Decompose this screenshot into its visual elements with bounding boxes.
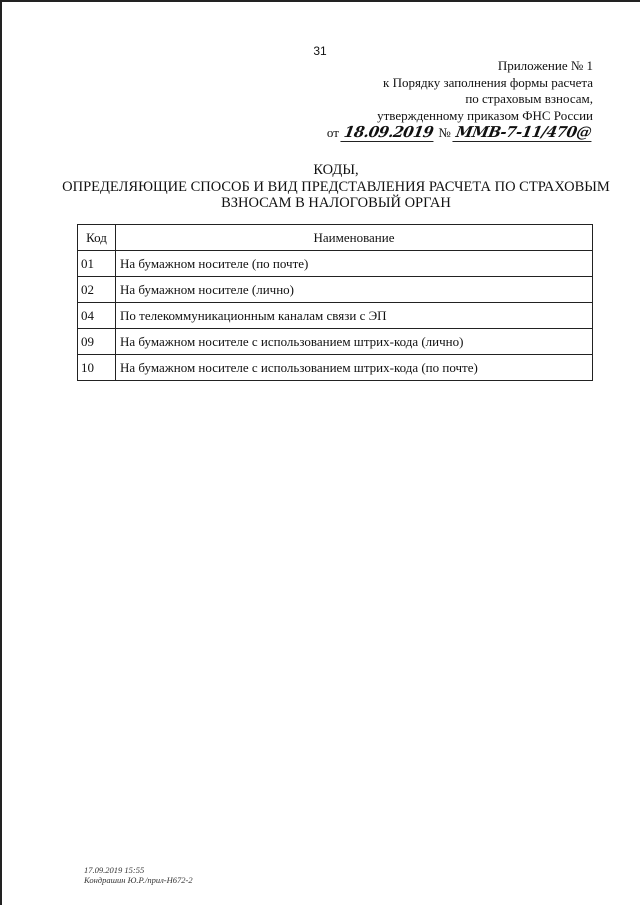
page-edge-left: [0, 0, 2, 905]
appendix-line-3: по страховым взносам,: [465, 91, 593, 106]
appendix-line-4: утвержденному приказом ФНС России: [377, 107, 593, 123]
row-code: 04: [78, 303, 116, 329]
footer-stamp: [84, 865, 193, 885]
table-row: [78, 277, 593, 303]
footer-file-ref: Кондрашин Ю.Р./прил-Н672-2: [84, 875, 193, 885]
codes-table: [77, 224, 593, 381]
row-name: По телекоммуникационным каналам связи с ЭП: [116, 303, 593, 329]
order-date-number: [327, 124, 593, 142]
number-prefix: №: [438, 125, 451, 140]
appendix-title: Приложение № 1: [497, 58, 593, 73]
row-code: 09: [78, 329, 116, 355]
appendix-header: [327, 58, 593, 142]
row-name: На бумажном носителе (лично): [116, 277, 593, 303]
row-code: 02: [78, 277, 116, 303]
header-name: Наименование: [116, 225, 593, 251]
table-header-row: [78, 225, 593, 251]
page-edge-top: [0, 0, 640, 2]
footer-timestamp: 17.09.2019 15:55: [84, 865, 145, 875]
table-row: [78, 355, 593, 381]
row-name: На бумажном носителе (по почте): [116, 251, 593, 277]
appendix-line-2: к Порядку заполнения формы расчета: [383, 74, 593, 90]
title-line-1: КОДЫ,: [313, 162, 359, 178]
title-line-3: ВЗНОСАМ В НАЛОГОВЫЙ ОРГАН: [221, 195, 451, 211]
row-name: На бумажном носителе с использованием штрих-кода (по почте): [116, 355, 593, 381]
title-line-2: ОПРЕДЕЛЯЮЩИЕ СПОСОБ И ВИД ПРЕДСТАВЛЕНИЯ РАСЧЕТА ПО СТРАХОВЫМ: [62, 178, 610, 195]
table-row: [78, 329, 593, 355]
date-prefix: от: [326, 125, 339, 140]
page-number: 31: [313, 44, 327, 58]
handwritten-date: 18.09.2019: [341, 124, 437, 142]
row-name: На бумажном носителе с использованием штрих-кода (лично): [116, 329, 593, 355]
row-code: 10: [78, 355, 116, 381]
table-row: [78, 251, 593, 277]
header-code: Код: [78, 225, 116, 251]
handwritten-order-number: ММВ-7-11/470@: [453, 124, 595, 142]
table-row: [78, 303, 593, 329]
document-title: [60, 162, 612, 212]
row-code: 01: [78, 251, 116, 277]
